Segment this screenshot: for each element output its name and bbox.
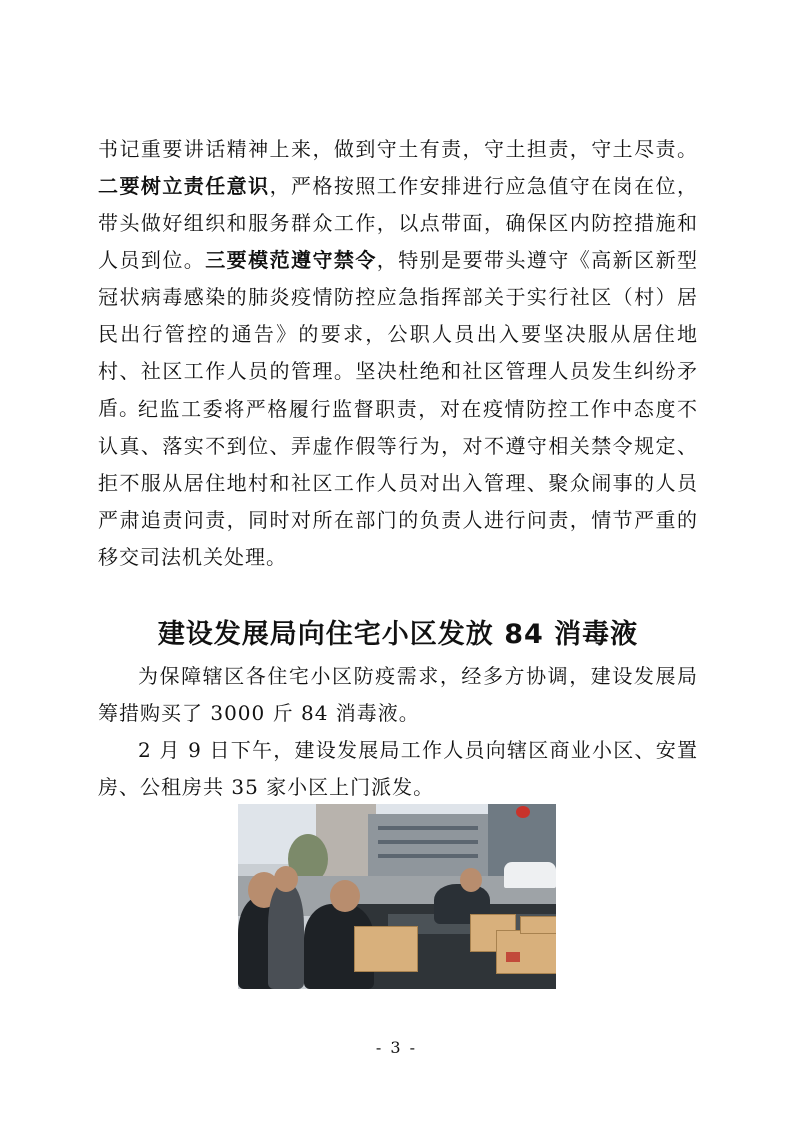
photo-person	[268, 884, 304, 989]
photo-window-row	[378, 854, 478, 858]
photo-carton	[496, 930, 556, 974]
paragraph-intro: 书记重要讲话精神上来，做到守土有责，守土担责，守土尽责。	[98, 137, 698, 161]
point-3-heading: 三要模范遵守禁令	[205, 248, 377, 272]
photo-window-row	[378, 840, 478, 844]
photo-carton	[354, 926, 418, 972]
page-number: - 3 -	[375, 1038, 418, 1057]
body-paragraph-2: 纪监工委将严格履行监督职责，对在疫情防控工作中态度不认真、落实不到位、弄虚作假等行为，对不遵守相关禁令规定、拒不服从居住地村和社区工作人员对出入管理、聚众闹事的人员严肃追责问责，同时对所在部门的负责人进行问责，情节严重的移交司法机关处理。	[98, 397, 698, 569]
photo-person-head	[330, 880, 360, 912]
point-2-text: ，严格按照工作安排进行应急值守在岗在位，带头做好组织和服务群众工作，以点带面，确保区内防控措施和人员到位。	[98, 174, 699, 272]
photo-car	[504, 862, 556, 888]
body-paragraph-1	[98, 131, 698, 427]
point-2-heading: 二要树立责任意识	[98, 174, 270, 198]
photo-lantern	[516, 806, 530, 818]
photo-person-head	[460, 868, 482, 892]
news-photo	[238, 804, 556, 989]
article-heading: 建设发展局向住宅小区发放 84 消毒液	[157, 619, 639, 650]
point-3-text: ，特别是要带头遵守《高新区新型冠状病毒感染的肺炎疫情防控应急指挥部关于实行社区（村）居民出行管控的通告》的要求，公职人员出入要坚决服从居住地村、社区工作人员的管理。坚决杜绝和社区管理人员发生纠纷矛盾。	[98, 248, 699, 420]
article-paragraph-1: 为保障辖区各住宅小区防疫需求，经多方协调，建设发展局筹措购买了 3000 斤 84 消毒液。	[98, 664, 698, 725]
photo-carton-label	[506, 952, 520, 962]
photo-carton	[520, 916, 556, 934]
photo-person-head	[274, 866, 298, 892]
photo-window-row	[378, 826, 478, 830]
article-paragraph-2: 2 月 9 日下午，建设发展局工作人员向辖区商业小区、安置房、公租房共 35 家小区上门派发。	[98, 738, 698, 799]
